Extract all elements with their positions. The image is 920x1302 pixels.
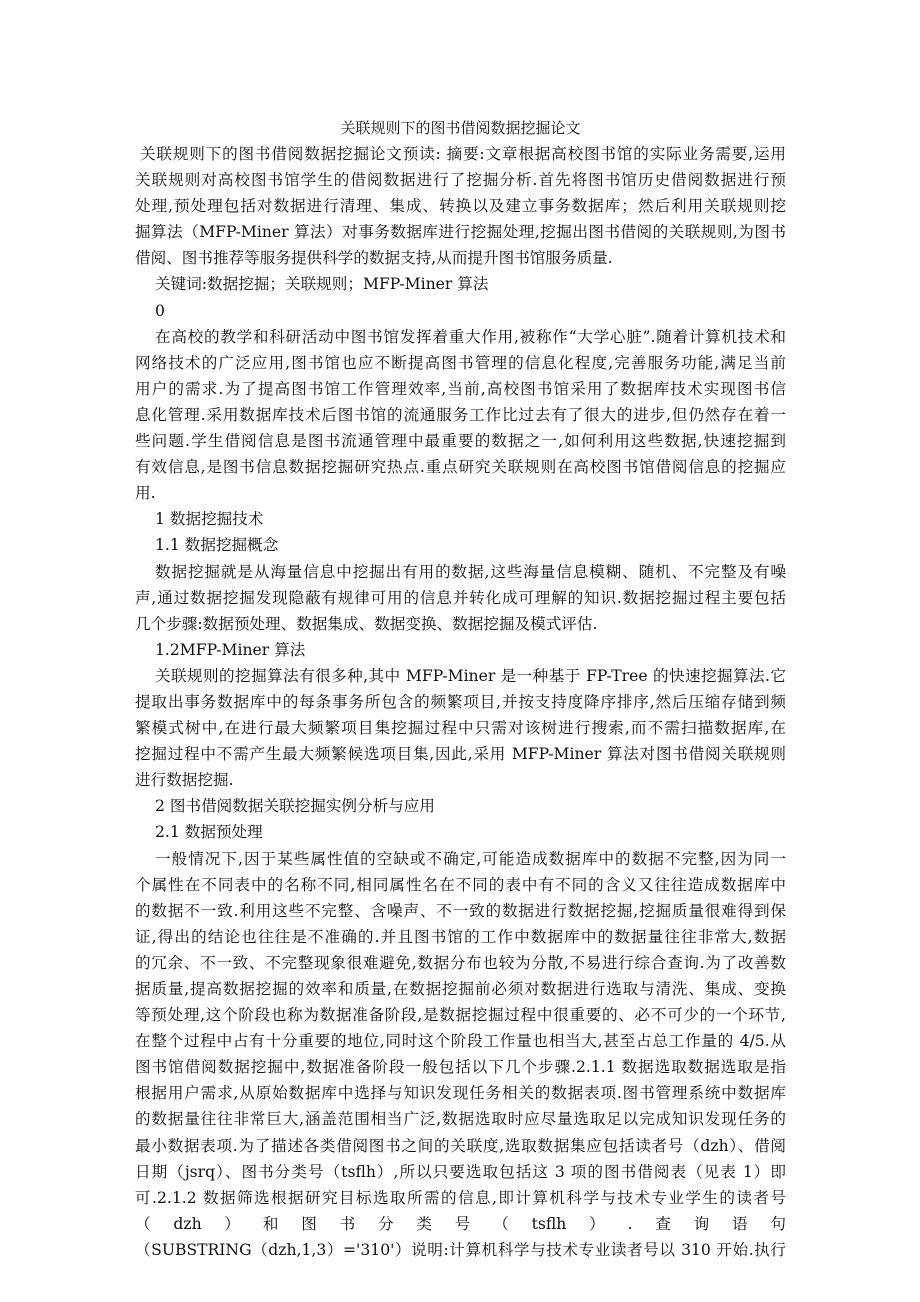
text-line: 挖掘过程中不需产生最大频繁候选项目集,因此,采用 MFP-Miner 算法对图书借阅关联规则 [135, 745, 786, 764]
section-heading [135, 819, 786, 845]
text-line: 1.2MFP-Miner 算法 [155, 640, 306, 659]
text-line: 网络技术的广泛应用,图书馆也应不断提高图书管理的信息化程度,完善服务功能,满足当前 [135, 353, 786, 372]
text-line: 1 数据挖掘技术 [155, 510, 264, 529]
text-line: 在高校的教学和科研活动中图书馆发挥着重大作用,被称作“大学心脏”.随着计算机技术和 [155, 327, 786, 346]
text-line: 数据挖掘就是从海量信息中挖掘出有用的数据,这些海量信息模糊、随机、不完整及有噪 [155, 562, 786, 581]
text-line: 0 [155, 301, 165, 320]
text-line: 2.1 数据预处理 [155, 823, 263, 842]
document-body [135, 141, 786, 1263]
text-line: 根据用户需求,从原始数据库中选择与知识发现任务相关的数据表项.图书管理系统中数据库 [135, 1084, 786, 1103]
body-paragraph [135, 324, 786, 507]
text-line: 图书馆借阅数据挖掘中,数据准备阶段一般包括以下几个步骤.2.1.1 数据选取数据选取是指 [135, 1058, 786, 1077]
text-line: 2 图书借阅数据关联挖掘实例分析与应用 [155, 797, 435, 816]
text-line: 在整个过程中占有十分重要的地位,同时这个阶段工作量也相当大,甚至占总工作量的 4/5.从 [135, 1032, 786, 1051]
text-line: 可.2.1.2 数据筛选根据研究目标选取所需的信息,即计算机科学与技术专业学生的读者号 [135, 1188, 786, 1207]
text-line: 声,通过数据挖掘发现隐蔽有规律可用的信息并转化成可理解的知识.数据挖掘过程主要包括 [135, 588, 786, 607]
body-paragraph [135, 559, 786, 637]
text-line: 掘算法（MFP-Miner 算法）对事务数据库进行挖掘处理,挖掘出图书借阅的关联规则,为图书 [135, 223, 786, 242]
text-line: （SUBSTRING（dzh,1,3）='310'）说明:计算机科学与技术专业读者号以 310 开始.执行 [135, 1240, 786, 1259]
text-line: 处理,预处理包括对数据进行清理、集成、转换以及建立事务数据库；然后利用关联规则挖 [135, 197, 786, 216]
section-heading [135, 298, 786, 324]
text-line: 据质量,提高数据挖掘的效率和质量,在数据挖掘前必须对数据进行选取与清洗、集成、变换 [135, 980, 786, 998]
text-line: （dzh）和图书分类号（tsflh）.查询语句 [135, 1214, 786, 1233]
document-page [135, 115, 786, 1263]
text-line: 个属性在不同表中的名称不同,相同属性名在不同的表中有不同的含义又往往造成数据库中 [135, 875, 786, 894]
text-line: 有效信息,是图书信息数据挖掘研究热点.重点研究关联规则在高校图书馆借阅信息的挖掘应 [135, 458, 786, 477]
text-line: 用户的需求.为了提高图书馆工作管理效率,当前,高校图书馆采用了数据库技术实现图书信 [135, 379, 786, 398]
section-heading [135, 532, 786, 558]
text-line: 等预处理,这个阶段也称为数据准备阶段,是数据挖掘过程中很重要的、必不可少的一个环节, [135, 1006, 786, 1025]
abstract-paragraph [135, 141, 786, 271]
text-line: 证,得出的结论也往往是不准确的.并且图书馆的工作中数据库中的数据量往往非常大,数据 [135, 927, 786, 946]
text-line: 的冗余、不一致、不完整现象很难避免,数据分布也较为分散,不易进行综合查询.为了改善数 [135, 953, 786, 972]
text-line: 一般情况下,因于某些属性值的空缺或不确定,可能造成数据库中的数据不完整,因为同一 [155, 849, 786, 868]
text-line: 息化管理.采用数据库技术后图书馆的流通服务工作比过去有了很大的进步,但仍然存在着一 [135, 405, 786, 424]
body-paragraph [135, 846, 786, 1264]
text-line: 关联规则下的图书借阅数据挖掘论文预读: 摘要:文章根据高校图书馆的实际业务需要,运用 [140, 145, 786, 163]
text-line: 关键词:数据挖掘；关联规则；MFP-Miner 算法 [155, 275, 489, 294]
text-line: 繁模式树中,在进行最大频繁项目集挖掘过程中只需对该树进行搜索,而不需扫描数据库,在 [135, 719, 786, 738]
text-line: 进行数据挖掘. [135, 771, 234, 790]
text-line: 几个步骤:数据预处理、数据集成、数据变换、数据挖掘及模式评估. [135, 614, 598, 633]
section-heading [135, 637, 786, 663]
text-line: 些问题.学生借阅信息是图书流通管理中最重要的数据之一,如何利用这些数据,快速挖掘到 [135, 432, 786, 451]
text-line: 提取出事务数据库中的每条事务所包含的频繁项目,并按支持度降序排序,然后压缩存储到频 [135, 692, 786, 711]
document-title: 关联规则下的图书借阅数据挖掘论文 [340, 119, 581, 137]
text-line: 的数据量往往非常巨大,涵盖范围相当广泛,数据选取时应尽量选取足以完成知识发现任务的 [135, 1110, 786, 1129]
text-line: 日期（jsrq）、图书分类号（tsflh）,所以只要选取包括这 3 项的图书借阅表（见表 1）即 [135, 1162, 786, 1181]
section-heading [135, 506, 786, 532]
text-line: 关联规则的挖掘算法有很多种,其中 MFP-Miner 是一种基于 FP-Tree 的快速挖掘算法.它 [155, 666, 786, 685]
section-heading [135, 271, 786, 297]
text-line: 关联规则对高校图书馆学生的借阅数据进行了挖掘分析.首先将图书馆历史借阅数据进行预 [135, 171, 786, 190]
text-line: 1.1 数据挖掘概念 [155, 536, 279, 555]
body-paragraph [135, 663, 786, 793]
text-line: 借阅、图书推荐等服务提供科学的数据支持,从而提升图书馆服务质量. [135, 249, 613, 268]
text-line: 用. [135, 484, 156, 503]
text-line: 最小数据表项.为了描述各类借阅图书之间的关联度,选取数据集应包括读者号（dzh）、借阅 [135, 1136, 786, 1155]
section-heading [135, 793, 786, 819]
text-line: 的数据不一致.利用这些不完整、含噪声、不一致的数据进行数据挖掘,挖掘质量很难得到保 [135, 901, 786, 920]
